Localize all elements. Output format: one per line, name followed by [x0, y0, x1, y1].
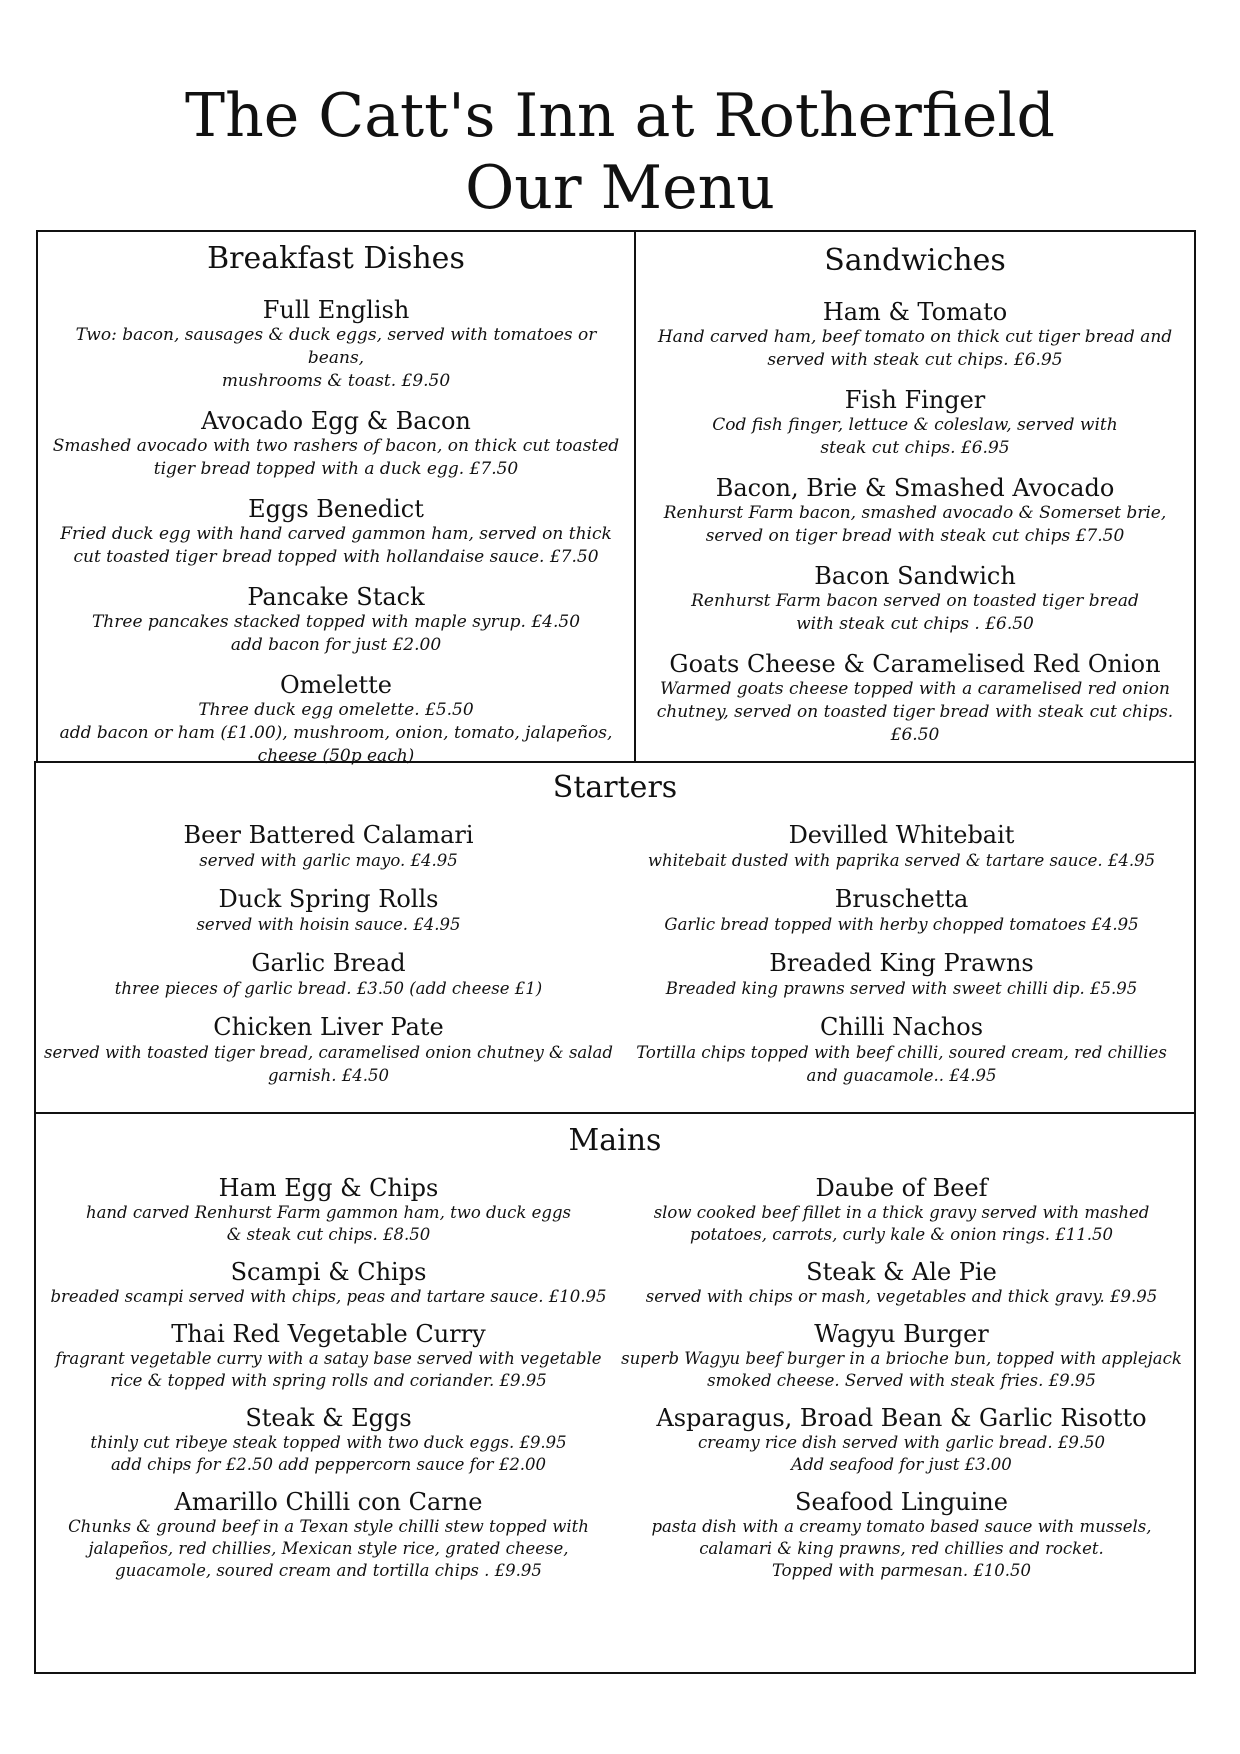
dish-description-line: smoked cheese. Served with steak fries. £9.95	[707, 1371, 1096, 1390]
dish-description-line: Two: bacon, sausages & duck eggs, served with tomatoes or beans,	[75, 325, 597, 368]
dish-name: Bacon, Brie & Smashed Avocado	[715, 474, 1115, 502]
breakfast-section	[36, 230, 636, 766]
breakfast-list	[48, 296, 624, 768]
dish-description-line: served with chips or mash, vegetables and thick gravy. £9.95	[645, 1287, 1158, 1306]
dish-name: Bruschetta	[834, 885, 969, 913]
dish-name: Ham & Tomato	[822, 298, 1008, 326]
dish-description-line: Hand carved ham, beef tomato on thick cut tiger bread and	[657, 327, 1173, 347]
menu-title: Our Menu	[465, 153, 775, 223]
dish-name: Steak & Eggs	[245, 1404, 412, 1432]
dish-description-line: served with hoisin sauce. £4.95	[196, 915, 461, 934]
dish-name: Garlic Bread	[251, 949, 406, 977]
dish-name: Fish Finger	[844, 386, 986, 414]
dish-name: Pancake Stack	[247, 583, 425, 611]
dish-name: Goats Cheese & Caramelised Red Onion	[669, 650, 1161, 678]
dish-description-line: Breaded king prawns served with sweet chilli dip. £5.95	[665, 979, 1138, 998]
dish-description-line: potatoes, carrots, curly kale & onion rings. £11.50	[690, 1225, 1113, 1244]
starters-right-column	[615, 821, 1188, 1100]
dish-name: Devilled Whitebait	[788, 821, 1015, 849]
dish-description-line: tiger bread topped with a duck egg. £7.50	[153, 459, 519, 479]
dish-description-line: Warmed goats cheese topped with a caramelised red onion	[660, 679, 1170, 699]
dish-description-line: served with toasted tiger bread, caramelised onion chutney & salad	[44, 1043, 613, 1062]
dish-description-line: Cod fish finger, lettuce & coleslaw, served with	[712, 415, 1118, 435]
dish-description-line: superb Wagyu beef burger in a brioche bun, topped with applejack	[621, 1349, 1182, 1368]
section-title: Starters	[552, 770, 678, 805]
menu-item	[646, 474, 1184, 548]
dish-name: Asparagus, Broad Bean & Garlic Risotto	[656, 1404, 1147, 1432]
dish-description-line: Renhurst Farm bacon served on toasted tiger bread	[691, 591, 1139, 611]
menu-item	[646, 298, 1184, 372]
dish-description-line: cut toasted tiger bread topped with hollandaise sauce. £7.50	[73, 547, 599, 567]
dish-description-line: Fried duck egg with hand carved gammon ham, served on thick	[60, 524, 612, 544]
dish-description-line: Three duck egg omelette. £5.50	[198, 700, 474, 720]
menu-item	[646, 562, 1184, 636]
sandwiches-section	[634, 230, 1196, 763]
dish-name: Daube of Beef	[815, 1174, 988, 1202]
dish-name: Avocado Egg & Bacon	[201, 407, 471, 435]
dish-name: Wagyu Burger	[814, 1320, 989, 1348]
dish-name: Thai Red Vegetable Curry	[171, 1320, 486, 1348]
dish-description-line: three pieces of garlic bread. £3.50 (add cheese £1)	[114, 979, 543, 998]
sandwiches-list	[646, 298, 1184, 747]
dish-description-line: add bacon for just £2.00	[230, 635, 442, 655]
dish-description-line: steak cut chips. £6.95	[820, 438, 1010, 458]
dish-description-line: £6.50	[890, 725, 940, 745]
section-title: Mains	[568, 1123, 662, 1158]
dish-description-line: Chunks & ground beef in a Texan style chilli stew topped with	[68, 1517, 589, 1536]
menu-item	[42, 1488, 615, 1582]
dish-description-line: pasta dish with a creamy tomato based sauce with mussels,	[651, 1517, 1152, 1536]
dish-description-line: Three pancakes stacked topped with maple syrup. £4.50	[91, 612, 581, 632]
dish-name: Scampi & Chips	[230, 1258, 427, 1286]
dish-description-line: add bacon or ham (£1.00), mushroom, onion, tomato, jalapeños,	[59, 723, 613, 743]
dish-description-line: fragrant vegetable curry with a satay base served with vegetable	[55, 1349, 602, 1368]
menu-item	[615, 1404, 1188, 1476]
mains-right-column	[615, 1174, 1188, 1594]
menu-item	[615, 1320, 1188, 1392]
menu-item	[42, 949, 615, 1000]
dish-description-line: Add seafood for just £3.00	[791, 1455, 1012, 1474]
mains-columns	[42, 1174, 1188, 1594]
dish-description-line: guacamole, soured cream and tortilla chips . £9.95	[115, 1561, 542, 1580]
menu-item	[646, 650, 1184, 747]
starters-left-column	[42, 821, 615, 1100]
menu-item	[42, 1013, 615, 1087]
dish-description-line: jalapeños, red chillies, Mexican style rice, grated cheese,	[88, 1539, 569, 1558]
dish-description-line: served on tiger bread with steak cut chips £7.50	[705, 526, 1125, 546]
dish-description-line: add chips for £2.50 add peppercorn sauce for £2.00	[110, 1455, 547, 1474]
starters-section	[34, 761, 1196, 1114]
menu-item	[42, 1320, 615, 1392]
dish-name: Steak & Ale Pie	[806, 1258, 997, 1286]
dish-description-line: and guacamole.. £4.95	[806, 1066, 997, 1085]
dish-description-line: Garlic bread topped with herby chopped tomatoes £4.95	[664, 915, 1139, 934]
dish-description-line: thinly cut ribeye steak topped with two duck eggs. £9.95	[90, 1433, 567, 1452]
dish-name: Seafood Linguine	[795, 1488, 1008, 1516]
dish-name: Bacon Sandwich	[814, 562, 1016, 590]
dish-description-line: whitebait dusted with paprika served & tartare sauce. £4.95	[647, 851, 1156, 870]
dish-description-line: mushrooms & toast. £9.50	[221, 371, 451, 391]
menu-item	[48, 407, 624, 481]
menu-item	[48, 495, 624, 569]
menu-header	[0, 80, 1240, 224]
dish-name: Ham Egg & Chips	[218, 1174, 439, 1202]
dish-description-line: chutney, served on toasted tiger bread with steak cut chips.	[656, 702, 1174, 722]
menu-item	[42, 821, 615, 872]
dish-description-line: Renhurst Farm bacon, smashed avocado & Somerset brie,	[663, 503, 1167, 523]
dish-name: Omelette	[279, 671, 392, 699]
dish-description-line: garnish. £4.50	[267, 1066, 389, 1085]
menu-item	[615, 1174, 1188, 1246]
dish-description-line: & steak cut chips. £8.50	[226, 1225, 431, 1244]
dish-name: Chicken Liver Pate	[213, 1013, 444, 1041]
section-title: Breakfast Dishes	[207, 241, 465, 276]
menu-item	[48, 671, 624, 768]
menu-item	[615, 821, 1188, 872]
dish-description-line: creamy rice dish served with garlic bread. £9.50	[697, 1433, 1106, 1452]
dish-description-line: cheese (50p each)	[257, 746, 415, 766]
mains-left-column	[42, 1174, 615, 1594]
dish-description-line: Topped with parmesan. £10.50	[771, 1561, 1032, 1580]
dish-description-line: served with garlic mayo. £4.95	[199, 851, 458, 870]
dish-description-line: with steak cut chips . £6.50	[796, 614, 1034, 634]
menu-item	[42, 885, 615, 936]
menu-item	[42, 1404, 615, 1476]
dish-description-line: Tortilla chips topped with beef chilli, soured cream, red chillies	[636, 1043, 1167, 1062]
dish-description-line: breaded scampi served with chips, peas and tartare sauce. £10.95	[50, 1287, 607, 1306]
menu-item	[42, 1174, 615, 1246]
dish-description-line: Smashed avocado with two rashers of bacon, on thick cut toasted	[52, 436, 620, 456]
dish-name: Amarillo Chilli con Carne	[174, 1488, 483, 1516]
dish-name: Breaded King Prawns	[769, 949, 1034, 977]
menu-item	[615, 1258, 1188, 1308]
dish-description-line: served with steak cut chips. £6.95	[767, 350, 1063, 370]
menu-item	[48, 296, 624, 393]
menu-item	[615, 949, 1188, 1000]
restaurant-name: The Catt's Inn at Rotherfield	[185, 81, 1055, 151]
dish-description-line: slow cooked beef fillet in a thick gravy served with mashed	[653, 1203, 1150, 1222]
section-title: Sandwiches	[824, 243, 1006, 278]
menu-item	[615, 1488, 1188, 1582]
dish-description-line: hand carved Renhurst Farm gammon ham, two duck eggs	[85, 1203, 572, 1222]
dish-name: Beer Battered Calamari	[183, 821, 474, 849]
dish-name: Chilli Nachos	[819, 1013, 984, 1041]
menu-item	[615, 885, 1188, 936]
dish-name: Full English	[262, 296, 410, 324]
menu-item	[615, 1013, 1188, 1087]
starters-columns	[42, 821, 1188, 1100]
menu-item	[646, 386, 1184, 460]
menu-item	[48, 583, 624, 657]
menu-item	[42, 1258, 615, 1308]
dish-name: Eggs Benedict	[248, 495, 424, 523]
dish-description-line: rice & topped with spring rolls and coriander. £9.95	[110, 1371, 547, 1390]
mains-section	[34, 1112, 1196, 1674]
dish-name: Duck Spring Rolls	[218, 885, 439, 913]
dish-description-line: calamari & king prawns, red chillies and rocket.	[699, 1539, 1104, 1558]
